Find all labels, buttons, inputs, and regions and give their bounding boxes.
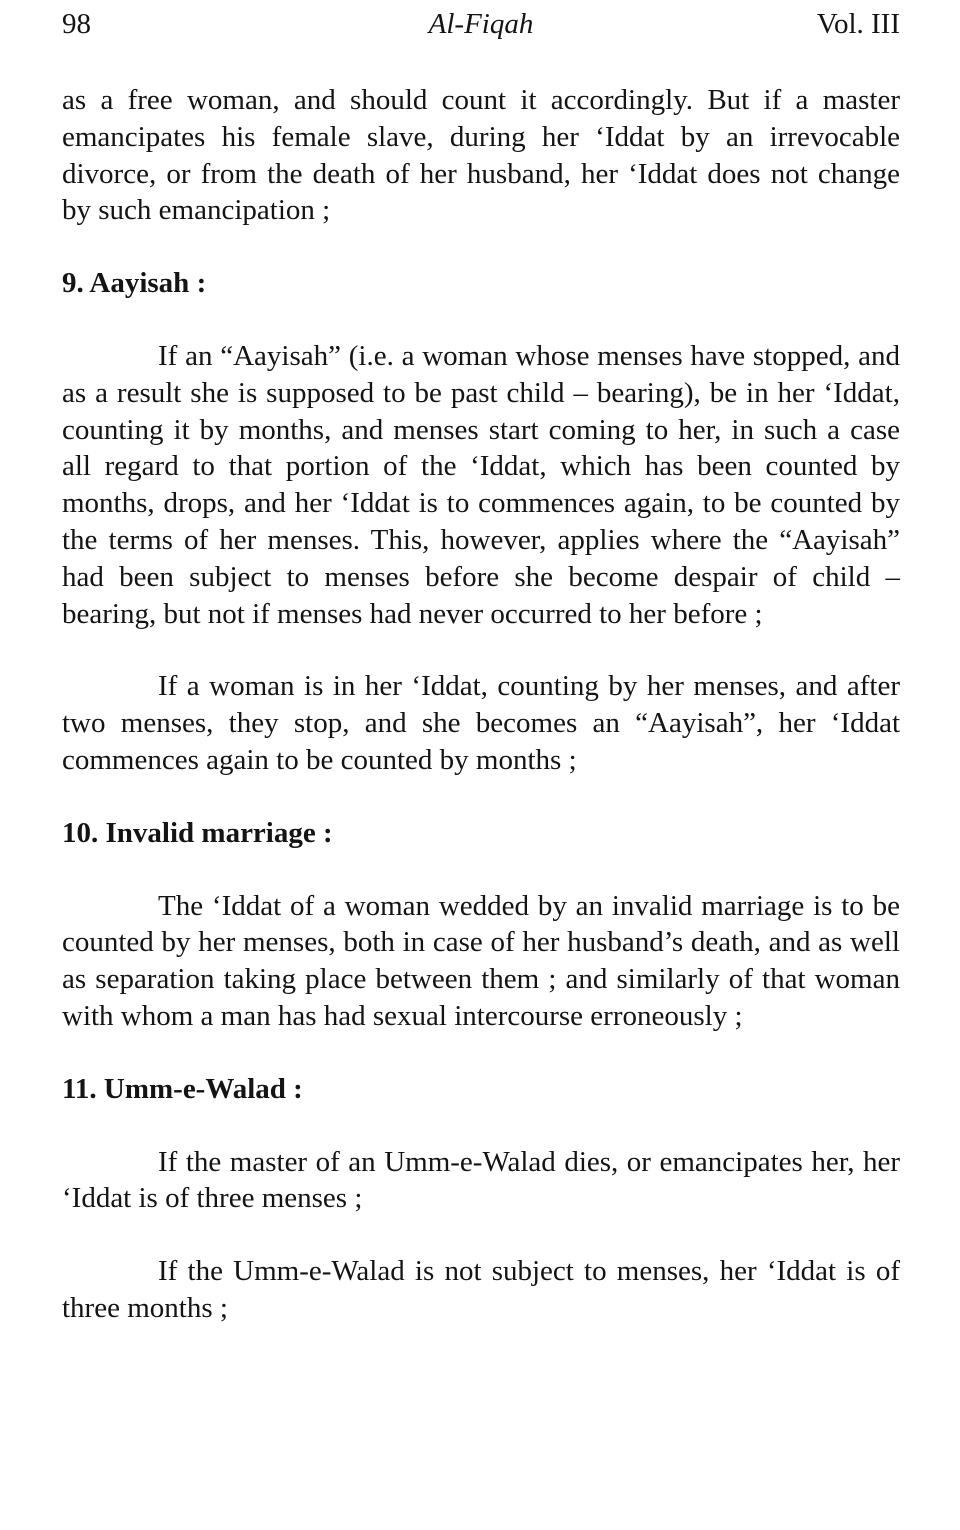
paragraph-umm-e-walad-2: If the Umm-e-Walad is not subject to menses, her ‘Iddat is of three months ; [62,1255,900,1324]
paragraph-aayisah-2: If a woman is in her ‘Iddat, counting by her menses, and after two menses, they stop, and she becomes an “Aayisah”, her ‘Iddat commences again to be counted by months ; [62,670,900,776]
paragraph-continuation: as a free woman, and should count it accordingly. But if a master emancipates his female slave, during her ‘Iddat by an irrevocable divorce, or from the death of her husband, her ‘Iddat does not change by such emancipation ; [62,84,900,227]
paragraph-aayisah-1: If an “Aayisah” (i.e. a woman whose menses have stopped, and as a result she is supposed to be past child – bearing), be in her ‘Iddat, counting it by months, and menses start coming to her, in such a case all regard to that portion of the ‘Iddat, which has been counted by months, drops, and her ‘Iddat is to commences again, to be counted by the terms of her menses. This, however, applies where the “Aayisah” had been subject to menses before she become despair of child – bearing, but not if menses had never occurred to her before ; [62,339,900,630]
section-heading-invalid-marriage: 10. Invalid marriage : [62,816,333,849]
paragraph-umm-e-walad-1: If the master of an Umm-e-Walad dies, or emancipates her, her ‘Iddat is of three menses ; [62,1145,900,1215]
page-number: 98 [62,8,91,40]
section-heading-umm-e-walad: 11. Umm-e-Walad : [62,1072,303,1105]
section-heading-aayisah: 9. Aayisah : [62,267,207,300]
volume-label: Vol. III [816,8,900,40]
book-page [62,0,900,1327]
paragraph-invalid-marriage: The ‘Iddat of a woman wedded by an invalid marriage is to be counted by her menses, both in case of her husband’s death, and as well as separation taking place between them ; and similarly of that woman with whom a man has had sexual intercourse erroneously ; [62,889,900,1032]
running-head [62,4,900,48]
book-title: Al-Fiqah [428,8,534,40]
